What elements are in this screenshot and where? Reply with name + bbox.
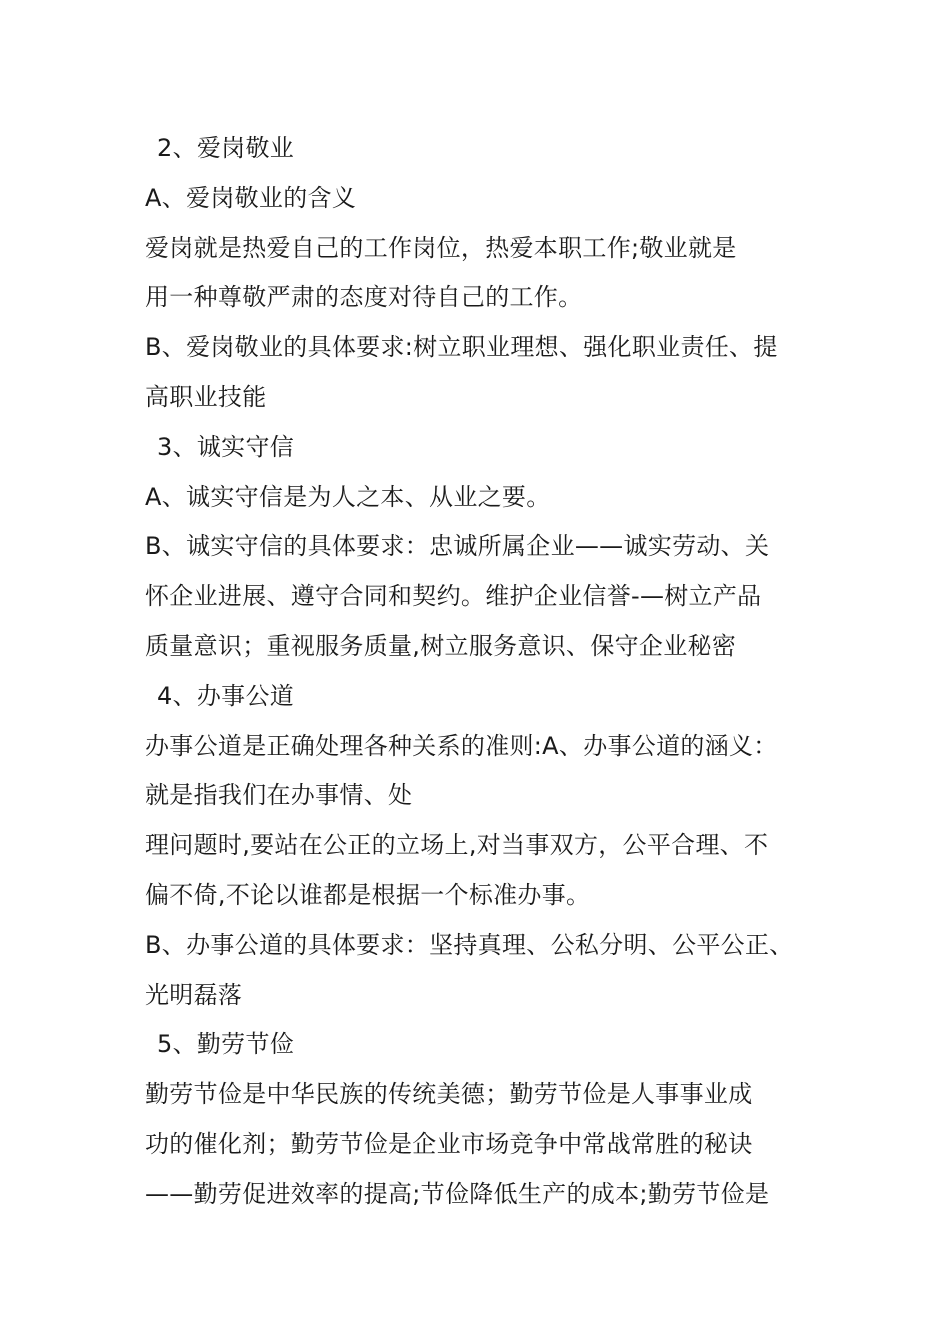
paragraph-line: 勤劳节俭是中华民族的传统美德；勤劳节俭是人事事业成 <box>145 1080 753 1109</box>
paragraph-line: 怀企业进展、遵守合同和契约。维护企业信誉-—树立产品 <box>145 582 762 611</box>
section-heading: 2、爱岗敬业 <box>157 134 295 162</box>
paragraph-line: B、爱岗敬业的具体要求:树立职业理想、强化职业责任、提 <box>145 333 778 362</box>
paragraph-line: 高职业技能 <box>145 382 267 411</box>
section-heading: 4、办事公道 <box>157 681 295 710</box>
paragraph-line: 爱岗就是热爱自己的工作岗位，热爱本职工作;敬业就是 <box>145 233 737 262</box>
section-heading: 3、诚实守信 <box>157 432 295 461</box>
section-heading: 5、勤劳节俭 <box>157 1030 295 1059</box>
paragraph-line: B、办事公道的具体要求：坚持真理、公私分明、公平公正、 <box>145 930 794 959</box>
paragraph-line: 光明磊落 <box>145 980 243 1009</box>
paragraph-line: B、诚实守信的具体要求：忠诚所属企业——诚实劳动、关 <box>145 532 770 561</box>
subsection-heading: A、爱岗敬业的含义 <box>145 183 357 212</box>
paragraph-line: 理问题时,要站在公正的立场上,对当事双方，公平合理、不 <box>145 831 769 860</box>
paragraph-line: 质量意识；重视服务质量,树立服务意识、保守企业秘密 <box>145 631 737 660</box>
paragraph-line: ——勤劳促进效率的提高;节俭降低生产的成本;勤劳节俭是 <box>145 1179 770 1208</box>
paragraph-line: 偏不倚,不论以谁都是根据一个标准办事。 <box>145 880 591 909</box>
paragraph-line: A、诚实守信是为人之本、从业之要。 <box>145 482 551 511</box>
paragraph-line: 用一种尊敬严肃的态度对待自己的工作。 <box>145 283 583 312</box>
paragraph-line: 就是指我们在办事情、处 <box>145 781 413 810</box>
paragraph-line: 办事公道是正确处理各种关系的准则:A、办事公道的涵义： <box>145 731 778 760</box>
paragraph-line: 功的催化剂；勤劳节俭是企业市场竞争中常战常胜的秘诀 <box>145 1129 753 1158</box>
document-body <box>145 124 835 1220</box>
